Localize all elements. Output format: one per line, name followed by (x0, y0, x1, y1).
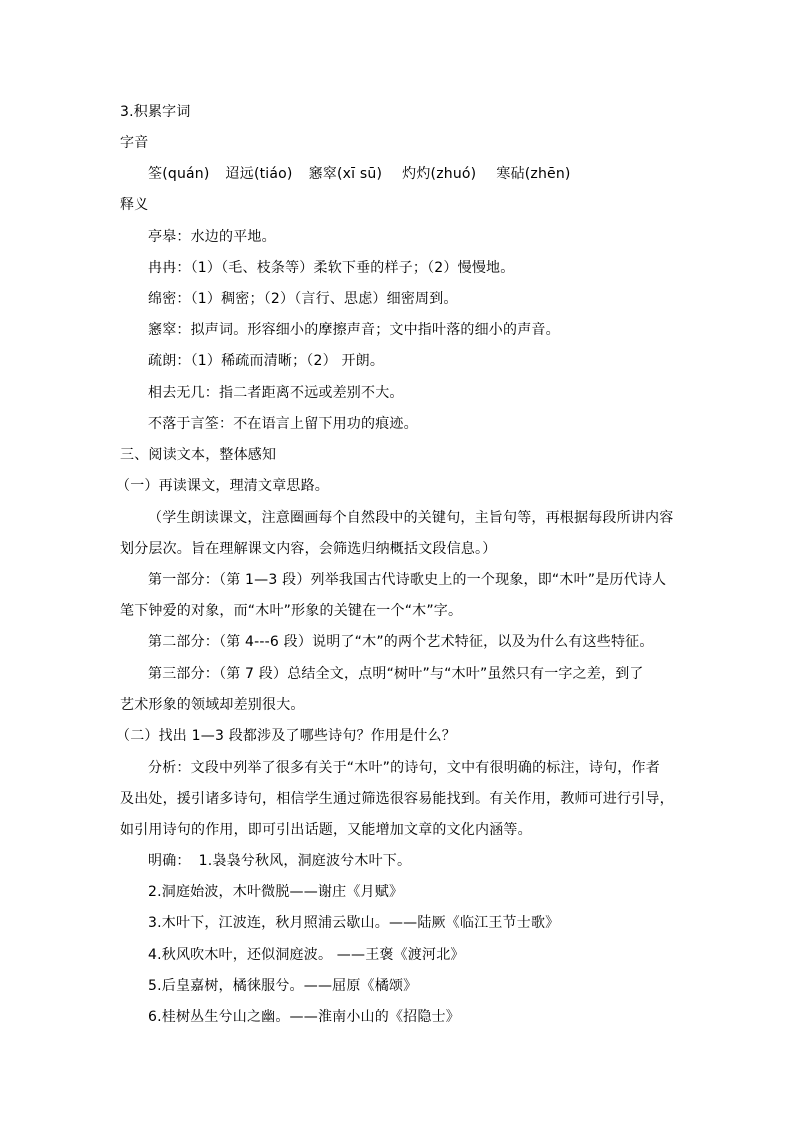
pronunciation-item: 灼灼(zhuó) (402, 166, 477, 182)
part1-intro-line: （学生朗读课文，注意圈画每个自然段中的关键句，主旨句等，再根据每段所讲内容 (148, 510, 674, 526)
poem-item: 2.洞庭始波，木叶微脱——谢庄《月赋》 (148, 884, 404, 900)
pronunciation-label: 字音 (120, 135, 149, 151)
part1-first-line: 笔下钟爱的对象，而“木叶”形象的关键在一个“木”字。 (120, 603, 463, 619)
part1-intro-line: 划分层次。旨在理解课文内容，会筛选归纳概括文段信息。） (120, 541, 497, 557)
part1-third-line: 艺术形象的领域却差别很大。 (120, 697, 305, 713)
pronunciation-item: 筌(quán) (148, 166, 210, 182)
poem-item: 3.木叶下，江波连，秋月照浦云歇山。——陆厥《临江王节士歌》 (148, 915, 560, 931)
part1-first-line: 第一部分：（第 1—3 段）列举我国古代诗歌史上的一个现象，即“木叶”是历代诗人 (148, 572, 667, 588)
part1-title: （一）再读课文，理清文章思路。 (116, 478, 329, 494)
meaning-item: 不落于言筌：不在语言上留下用功的痕迹。 (148, 416, 418, 432)
clear-row (148, 851, 411, 871)
pronunciation-item: 寒砧(zhēn) (496, 166, 571, 182)
pronunciation-item: 迢远(tiáo) (225, 166, 293, 182)
meaning-item: 冉冉：（1）（毛、枝条等）柔软下垂的样子；（2）慢慢地。 (148, 260, 515, 276)
meaning-item: 亭皋：水边的平地。 (148, 229, 276, 245)
pronunciation-row (148, 164, 571, 184)
meaning-item: 绵密：（1）稠密；（2）（言行、思虑）细密周到。 (148, 291, 458, 307)
meaning-item: 相去无几：指二者距离不远或差别不大。 (148, 385, 404, 401)
poem-item: 6.桂树丛生兮山之幽。——淮南小山的《招隐士》 (148, 1009, 460, 1025)
pronunciation-item: 窸窣(xī sū) (308, 166, 383, 182)
meaning-item: 疏朗：（1）稀疏而清晰；（2） 开朗。 (148, 353, 385, 369)
part2-title: （二）找出 1—3 段都涉及了哪些诗句？作用是什么？ (116, 728, 456, 744)
clear-label: 明确： (148, 853, 191, 869)
part2-analysis-line: 分析：文段中列举了很多有关于“木叶”的诗句，文中有很明确的标注，诗句，作者 (148, 760, 660, 776)
heading-read: 三、阅读文本，整体感知 (120, 447, 277, 463)
part2-analysis-line: 及出处，援引诸多诗句，相信学生通过筛选很容易能找到。有关作用，教师可进行引导， (120, 791, 674, 807)
part1-second-line: 第二部分：（第 4---6 段）说明了“木”的两个艺术特征，以及为什么有这些特征。 (148, 634, 654, 650)
part1-third-line: 第三部分：（第 7 段）总结全文，点明“树叶”与“木叶”虽然只有一字之差，到了 (148, 666, 644, 682)
heading-accumulate: 3.积累字词 (120, 104, 191, 120)
poem-item: 1.袅袅兮秋风，洞庭波兮木叶下。 (198, 853, 412, 869)
meaning-label: 释义 (120, 197, 149, 213)
poem-item: 4.秋风吹木叶，还似洞庭波。 ——王褒《渡河北》 (148, 947, 465, 963)
poem-item: 5.后皇嘉树，橘徕服兮。——屈原《橘颂》 (148, 978, 418, 994)
part2-analysis-line: 如引用诗句的作用，即可引出话题，又能增加文章的文化内涵等。 (120, 822, 532, 838)
meaning-item: 窸窣：拟声词。形容细小的摩擦声音；文中指叶落的细小的声音。 (148, 322, 560, 338)
